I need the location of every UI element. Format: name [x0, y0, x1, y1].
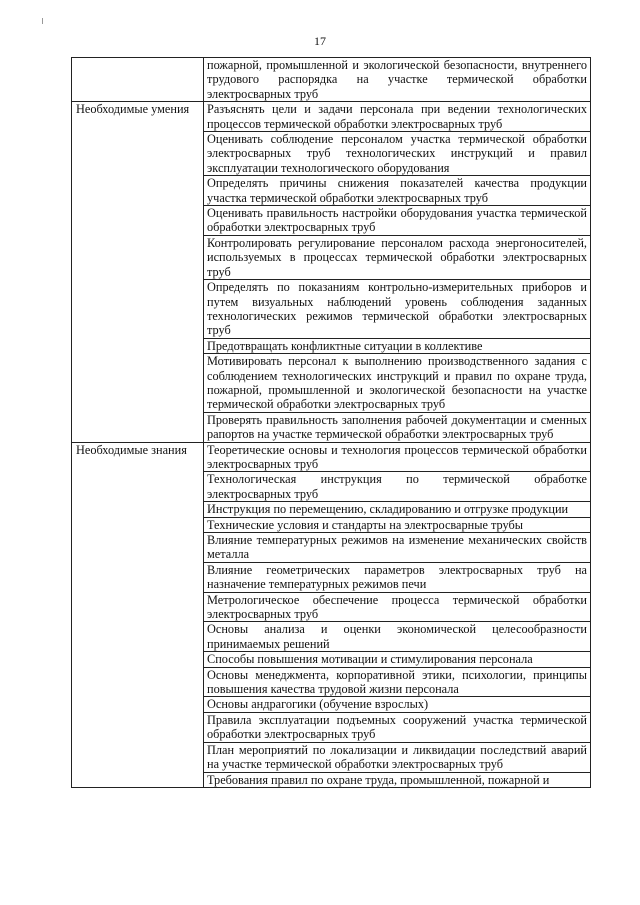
table-cell: Влияние температурных режимов на изменение механических свойств металла: [204, 533, 591, 563]
competency-table: [71, 57, 591, 788]
row-label-empty: [72, 58, 204, 102]
table-cell: Правила эксплуатации подъемных сооружений участка термической обработки электросварных труб: [204, 712, 591, 742]
table-cell: Влияние геометрических параметров электросварных труб на назначение температурных режимов печи: [204, 562, 591, 592]
page-number: 17: [314, 34, 326, 48]
table-cell: Способы повышения мотивации и стимулирования персонала: [204, 652, 591, 667]
table-cell: Технические условия и стандарты на электросварные трубы: [204, 517, 591, 532]
table-cell: Определять причины снижения показателей качества продукции участка термической обработки электросварных труб: [204, 176, 591, 206]
table-cell: Оценивать правильность настройки оборудования участка термической обработки электросварных труб: [204, 206, 591, 236]
table-cell: Инструкция по перемещению, складированию и отгрузке продукции: [204, 502, 591, 517]
table-row: [72, 102, 591, 132]
scan-mark: [42, 18, 43, 24]
table-cell: пожарной, промышленной и экологической безопасности, внутреннего трудового распорядка на участке термической обработки электросварных труб: [204, 58, 591, 102]
table-cell: Метрологическое обеспечение процесса термической обработки электросварных труб: [204, 592, 591, 622]
table-cell: Основы анализа и оценки экономической целесообразности принимаемых решений: [204, 622, 591, 652]
table-cell: Разъяснять цели и задачи персонала при ведении технологических процессов термической обработки электросварных труб: [204, 102, 591, 132]
row-label-knowledge: Необходимые знания: [72, 442, 204, 787]
table-cell: Контролировать регулирование персоналом расхода энергоносителей, используемых в процессах термической обработки электросварных труб: [204, 235, 591, 279]
table-row: [72, 58, 591, 102]
table-cell: Требования правил по охране труда, промышленной, пожарной и: [204, 772, 591, 787]
table-cell: Проверять правильность заполнения рабочей документации и сменных рапортов на участке термической обработки электросварных труб: [204, 412, 591, 442]
table-cell: План мероприятий по локализации и ликвидации последствий аварий на участке термической обработки электросварных труб: [204, 742, 591, 772]
row-label-skills: Необходимые умения: [72, 102, 204, 442]
table-row: [72, 442, 591, 472]
table-cell: Основы менеджмента, корпоративной этики, психологии, принципы повышения качества трудовой жизни персонала: [204, 667, 591, 697]
table-cell: Мотивировать персонал к выполнению производственного задания с соблюдением технологических инструкций и правил по охране труда, пожарной, промышленной и экологической безопасности на участке термической обработки электросварных труб: [204, 354, 591, 413]
table-cell: Предотвращать конфликтные ситуации в коллективе: [204, 338, 591, 353]
table-cell: Основы андрагогики (обучение взрослых): [204, 697, 591, 712]
table-cell: Технологическая инструкция по термической обработке электросварных труб: [204, 472, 591, 502]
table-cell: Оценивать соблюдение персоналом участка термической обработки электросварных труб технологических инструкций и правил эксплуатации технологического оборудования: [204, 132, 591, 176]
table-cell: Определять по показаниям контрольно-измерительных приборов и путем визуальных наблюдений уровень соблюдения заданных технологических режимов термической обработки электросварных труб: [204, 280, 591, 339]
table-cell: Теоретические основы и технология процессов термической обработки электросварных труб: [204, 442, 591, 472]
